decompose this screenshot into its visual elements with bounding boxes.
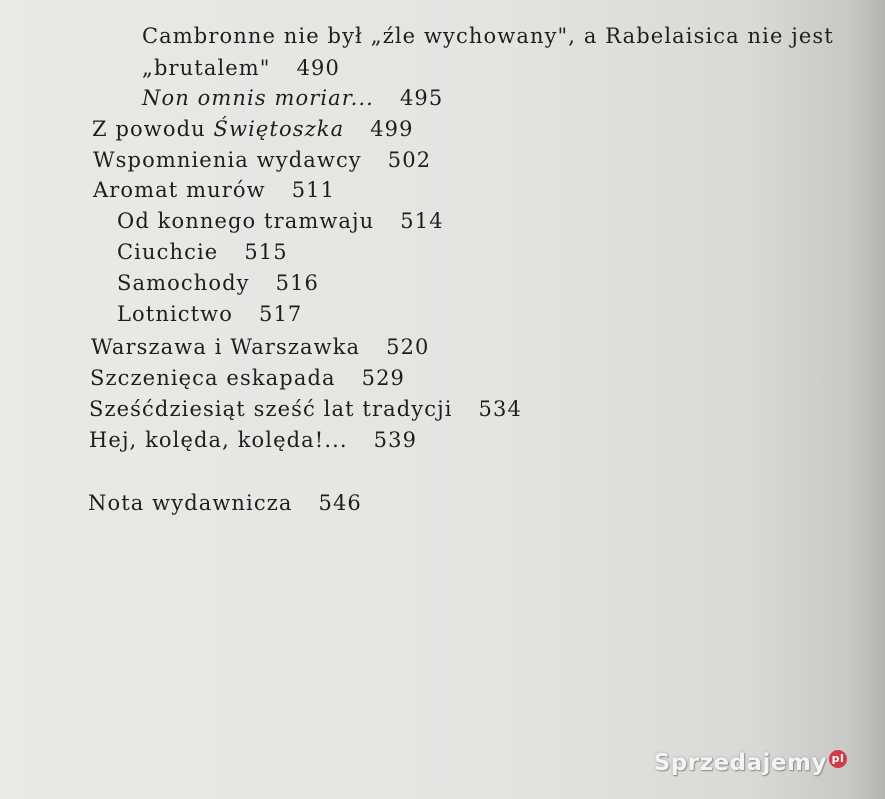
toc-entry [117, 211, 444, 232]
toc-entry-title: Cambronne nie był „źle wychowany", a Rabelaisica nie jest [142, 24, 834, 48]
toc-entry-page: 499 [370, 117, 414, 141]
toc-entry [142, 88, 443, 109]
toc-entry [93, 150, 431, 171]
toc-entry [89, 399, 522, 420]
toc-entry-page: 515 [244, 240, 288, 264]
toc-entry-title: Hej, kolęda, kolęda!... [89, 428, 348, 452]
toc-entry-title: Samochody [117, 271, 250, 295]
toc-entry-page: 511 [291, 178, 336, 202]
toc-entry [142, 58, 340, 79]
toc-entry [91, 337, 430, 358]
toc-entry-title: Szczenięca eskapada [90, 366, 336, 390]
toc-entry-title: „brutalem" [142, 56, 271, 80]
toc-entry-page: 517 [259, 302, 303, 326]
toc-entry [117, 273, 319, 294]
toc-entry-title: Lotnictwo [117, 302, 233, 326]
toc-entry-page: 495 [399, 86, 444, 110]
watermark-logo [654, 750, 847, 776]
toc-entry-title: Wspomnienia wydawcy [93, 148, 362, 172]
toc-entry-page: 514 [400, 209, 444, 233]
toc-entry-title: Ciuchcie [117, 240, 219, 264]
toc-entry-page: 502 [387, 148, 432, 172]
toc-entry [92, 119, 414, 140]
toc-entry [93, 180, 335, 201]
toc-entry-page: 529 [361, 366, 405, 390]
toc-entry-title: Sześćdziesiąt sześć lat tradycji [89, 397, 453, 421]
toc-entry [117, 242, 288, 263]
toc-entry [117, 304, 302, 325]
watermark-badge: pl [829, 750, 847, 768]
toc-entry [90, 368, 405, 389]
toc-entry-page: 520 [386, 335, 430, 359]
toc-entry-page: 490 [296, 56, 340, 80]
toc-entry [89, 430, 417, 451]
toc-entry-title: Aromat murów [93, 178, 266, 202]
toc-entry-page: 546 [318, 491, 362, 515]
toc-entry-title-italic: Świętoszka [213, 117, 345, 141]
toc-entry-page: 516 [275, 271, 319, 295]
toc-entry-page: 539 [373, 428, 418, 452]
toc-entry-page: 534 [478, 397, 522, 421]
toc-entry-title-prefix: Z powodu [92, 117, 214, 141]
toc-entry-title: Od konnego tramwaju [117, 209, 375, 233]
toc-entry-title: Non omnis moriar... [142, 86, 374, 110]
toc-entry [142, 26, 834, 47]
toc-entry [88, 493, 362, 514]
toc-entry-title: Nota wydawnicza [88, 491, 293, 515]
watermark-text: Sprzedajemy [653, 750, 827, 776]
toc-entry-title: Warszawa i Warszawka [91, 335, 361, 359]
